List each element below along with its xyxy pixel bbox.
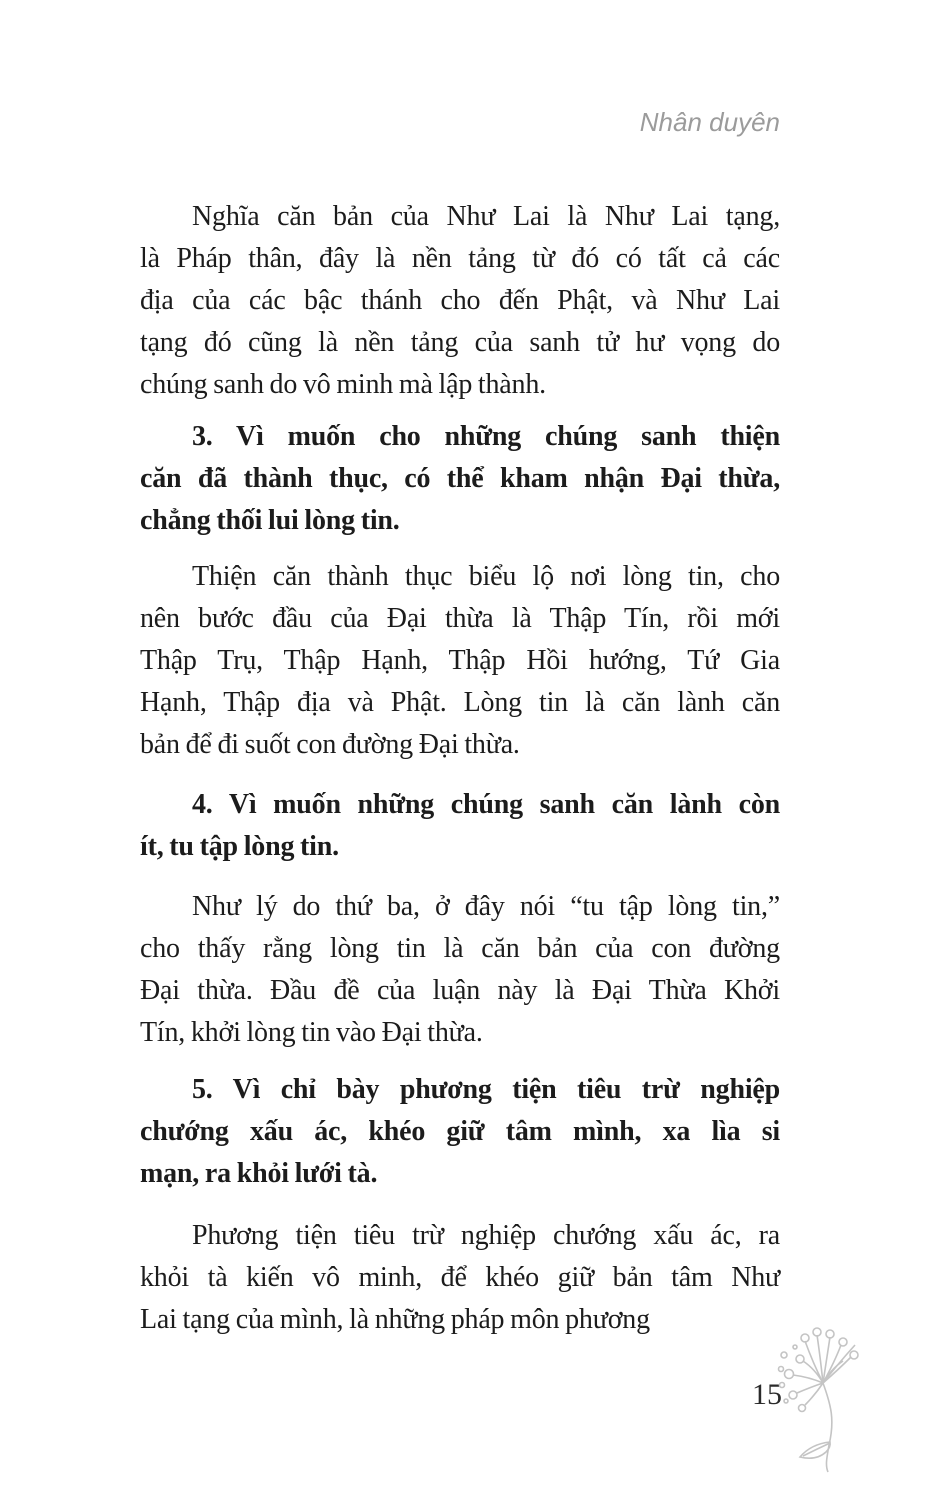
text-line: 4. Vì muốn những chúng sanh căn lành còn <box>192 789 780 820</box>
text-line: 3. Vì muốn cho những chúng sanh thiện <box>192 421 780 452</box>
section-heading <box>140 784 780 868</box>
text-line: Tín, khởi lòng tin vào Đại thừa. <box>140 1017 483 1048</box>
text-line: nên bước đầu của Đại thừa là Thập Tín, rồi mới <box>140 603 780 634</box>
paragraph <box>140 556 780 766</box>
paragraph <box>140 196 780 406</box>
text-line: chẳng thối lui lòng tin. <box>140 505 400 536</box>
text-line: chúng sanh do vô minh mà lập thành. <box>140 369 546 400</box>
text-line: Hạnh, Thập địa và Phật. Lòng tin là căn lành căn <box>140 687 780 718</box>
text-line: là Pháp thân, đây là nền tảng từ đó có tất cả các <box>140 243 780 274</box>
text-line: Thiện căn thành thục biểu lộ nơi lòng tin, cho <box>192 561 780 592</box>
page-number: 15 <box>752 1378 782 1411</box>
text-line: chướng xấu ác, khéo giữ tâm mình, xa lìa si <box>140 1116 780 1147</box>
text-line: khỏi tà kiến vô minh, để khéo giữ bản tâm Như <box>140 1262 780 1293</box>
dandelion-icon <box>775 1325 875 1475</box>
text-line: căn đã thành thục, có thể kham nhận Đại thừa, <box>140 463 780 494</box>
text-line: Đại thừa. Đầu đề của luận này là Đại Thừa Khởi <box>140 975 780 1006</box>
running-header: Nhân duyên <box>639 107 780 137</box>
text-line: địa của các bậc thánh cho đến Phật, và Như Lai <box>140 285 780 316</box>
section-heading <box>140 416 780 542</box>
text-line: bản để đi suốt con đường Đại thừa. <box>140 729 520 760</box>
text-line: Phương tiện tiêu trừ nghiệp chướng xấu ác, ra <box>192 1220 780 1251</box>
section-heading <box>140 1069 780 1195</box>
text-line: tạng đó cũng là nền tảng của sanh tử hư vọng do <box>140 327 780 358</box>
text-line: 5. Vì chỉ bày phương tiện tiêu trừ nghiệp <box>192 1074 780 1105</box>
text-line: Lai tạng của mình, là những pháp môn phương <box>140 1304 650 1335</box>
text-column <box>140 196 780 1341</box>
paragraph <box>140 1215 780 1341</box>
text-line: Thập Trụ, Thập Hạnh, Thập Hồi hướng, Tứ Gia <box>140 645 780 676</box>
text-line: Nghĩa căn bản của Như Lai là Như Lai tạng, <box>192 201 780 232</box>
text-line: ít, tu tập lòng tin. <box>140 831 339 862</box>
text-line: mạn, ra khỏi lưới tà. <box>140 1158 378 1189</box>
text-line: Như lý do thứ ba, ở đây nói “tu tập lòng tin,” <box>192 891 780 922</box>
text-line: cho thấy rằng lòng tin là căn bản của con đường <box>140 933 780 964</box>
paragraph <box>140 886 780 1054</box>
